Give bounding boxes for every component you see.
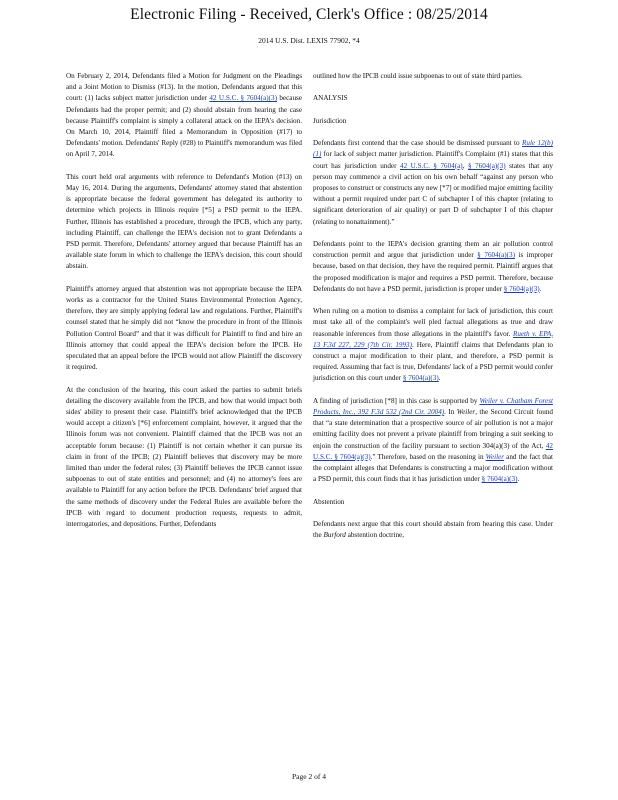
case-short-name: Weiler bbox=[456, 408, 476, 416]
page-header-title: Electronic Filing - Received, Clerk's Office : 08/25/2014 bbox=[130, 6, 488, 23]
text: and the fact that the complaint alleges that Defendants is constructing a major modification without a PSD permit, this court finds that it has jurisdiction under bbox=[313, 452, 553, 484]
paragraph bbox=[313, 138, 553, 228]
paragraph bbox=[313, 239, 553, 295]
text: Defendants first contend that the case should be dismissed pursuant to bbox=[313, 139, 520, 148]
paragraph bbox=[313, 306, 553, 384]
statute-link[interactable]: § 7604(a)(3) bbox=[467, 161, 506, 170]
case-link[interactable]: Weiler v. Chatham Forest Products, Inc., 392 F.3d 532 (2nd Cir. 2004) bbox=[313, 396, 553, 416]
text: , bbox=[462, 161, 465, 170]
text: A finding of jurisdiction [*8] in this case is supported by bbox=[313, 396, 478, 405]
section-heading-jurisdiction: Jurisdiction bbox=[313, 116, 347, 125]
text: Defendants next argue that this court should abstain from hearing this case. Under the bbox=[313, 520, 553, 540]
text: states that any person may commence a civil action on his own behalf “against any person who proposes to construct or constructs any new [*7] or modified major emitting facility without a permit required under part C of subchapter I of this chapter (relating to significant deterioration of air quality) or part D of subchapter I of this chapter (relating to nonattainment).” bbox=[313, 161, 553, 226]
page-number: Page 2 of 4 bbox=[292, 772, 326, 781]
right-column bbox=[313, 71, 553, 553]
statute-link[interactable]: § 7604(a)(3) bbox=[477, 251, 515, 260]
case-link[interactable]: Rueth v. EPA, 13 F.3d 227, 229 (7th Cir. 1993) bbox=[313, 329, 553, 349]
text: . bbox=[517, 475, 520, 484]
text: , the Second Circuit found that “a state determination that a prospective source of air pollution is not a major emitting facility does not prevent a private plaintiff from bringing a suit seeking to enjoin the construction of the facility pursuant to section 304(a)(3) of the Act, bbox=[313, 408, 553, 450]
text: Defendants point to the IEPA's decision granting them an air pollution control construction permit and argue that jurisdiction under bbox=[313, 239, 553, 260]
section-heading-analysis: ANALYSIS bbox=[313, 94, 348, 103]
statute-link[interactable]: 42 U.S.C. § 7604(a)(3) bbox=[209, 94, 277, 103]
statute-link[interactable]: § 7604(a)(3) bbox=[503, 284, 540, 293]
text: abstention doctrine, bbox=[347, 531, 405, 540]
case-link[interactable]: Weiler bbox=[485, 452, 505, 461]
case-citation: 2014 U.S. Dist. LEXIS 77902, *4 bbox=[258, 36, 360, 45]
text: . In bbox=[444, 408, 455, 416]
text: .” Therefore, based on the reasoning in bbox=[370, 452, 484, 461]
text: . bbox=[539, 284, 542, 293]
paragraph bbox=[313, 519, 553, 541]
text: for lack of subject matter jurisdiction. Plaintiff's Complaint (#1) states that this court has jurisdiction under bbox=[313, 150, 553, 170]
paragraph bbox=[66, 71, 302, 161]
section-heading-abstention: Abstention bbox=[313, 497, 345, 506]
left-column bbox=[66, 71, 302, 541]
rule-link[interactable]: Rule 12(b)(1) bbox=[313, 139, 553, 159]
text: On February 2, 2014, Defendants filed a Motion for Judgment on the Pleadings and a Joint Motion to Dismiss (#13). In the motion, Defendants argued that this court: (1) lacks subject matter jurisdiction under bbox=[66, 72, 302, 103]
statute-link[interactable]: § 7604(a)(3) bbox=[402, 374, 439, 383]
paragraph: Plaintiff's attorney argued that abstention was not appropriate because the IEPA works as a contractor for the United States Environmental Protection Agency, therefore, they are simply applying federal law and regulations. Further, Plaintiff's counsel stated that he simply did not “know the procedure in front of the Illinois Pollution Control Board” and that it was difficult for Plaintiff to find and hire an Illinois attorney that could appeal the IEPA's decision before the IPCB. He speculated that an appeal before the IPCB would not allow Plaintiff the discovery it required. bbox=[66, 284, 302, 372]
text: . bbox=[438, 374, 441, 383]
paragraph: This court held oral arguments with reference to Defendant's Motion (#13) on May 16, 2014. During the arguments, Defendants' attorney stated that abstention is appropriate because the federal government has delegated its authority to determine which projects in Illinois require [*5] a PSD permit to the IEPA. Further, Illinois has established a procedure, through the IPCB, which any party, including Plaintiff, can challenge the IEPA's decision not to grant Defendants a PSD permit. Therefore, Defendants' attorney argued that because Plaintiff has an available state forum in which to challenge the IEPA's decision, this court should abstain. bbox=[66, 172, 302, 271]
text: because Defendants had the proper permit; and (2) should abstain from hearing the case because Plaintiff's complaint is simply a collateral attack on the IEPA's decision. On March 10, 2014, Plaintiff filed a Memorandum in Opposition (#17) to Defendants' motion. Defendants' Reply (#28) to Plaintiff's memorandum was filed on April 7, 2014. bbox=[66, 94, 302, 159]
paragraph: At the conclusion of the hearing, this court asked the parties to submit briefs detailing the discovery available from the IPCB, and how that would impact both sides' ability to present their case. Plaintiff's brief acknowledged that the IPCB would accept a citizen's [*6] enforcement complaint, however, it argued that the Illinois forum was not convenient. Plaintiff claimed that the IPCB was not an acceptable forum because: (1) Plaintiff is not certain whether it can pursue its claim in front of the IPCB; (2) Plaintiff believes that discovery may be more limited than under the federal rules; (3) Plaintiff believes the IPCB cannot issue subpoenas to out of state entities and personnel; and (4) no attorney's fees are available to Plaintiff for any action before the IPCB. Defendants' brief argued that the same methods of discovery under the Federal Rules are available before the IPCB with regard to document production requests, requests to admit, interrogatories, and depositions. Further, Defendants bbox=[66, 385, 302, 529]
text: When ruling on a motion to dismiss a complaint for lack of jurisdiction, this court must take all of the complaint's well pled factual allegations as true and draw reasonable inferences from those allegations in the plaintiff's favor. bbox=[313, 307, 553, 338]
paragraph bbox=[313, 396, 553, 486]
text: is improper because, based on that decision, they have the required permit. Plaintiff argues that the proposed modification is major and requires a PSD permit. Therefore, because Defendants do not have a PSD permit, jurisdiction is proper under bbox=[313, 251, 553, 293]
statute-link[interactable]: 42 U.S.C. § 7604(a) bbox=[400, 161, 463, 170]
statute-link[interactable]: § 7604(a)(3) bbox=[481, 475, 518, 484]
doctrine-name: Burford bbox=[323, 531, 346, 540]
paragraph: outlined how the IPCB could issue subpoenas to out of state third parties. bbox=[313, 72, 523, 80]
text: . Here, Plaintiff claims that Defendants plan to construct a major modification to their plant, and therefore, a PSD permit is required. Assuming that fact is true, Defendants' lack of a PSD permit would confer jurisdiction on this court under bbox=[313, 340, 553, 383]
statute-link[interactable]: 42 U.S.C. § 7604(a)(3) bbox=[313, 441, 553, 461]
